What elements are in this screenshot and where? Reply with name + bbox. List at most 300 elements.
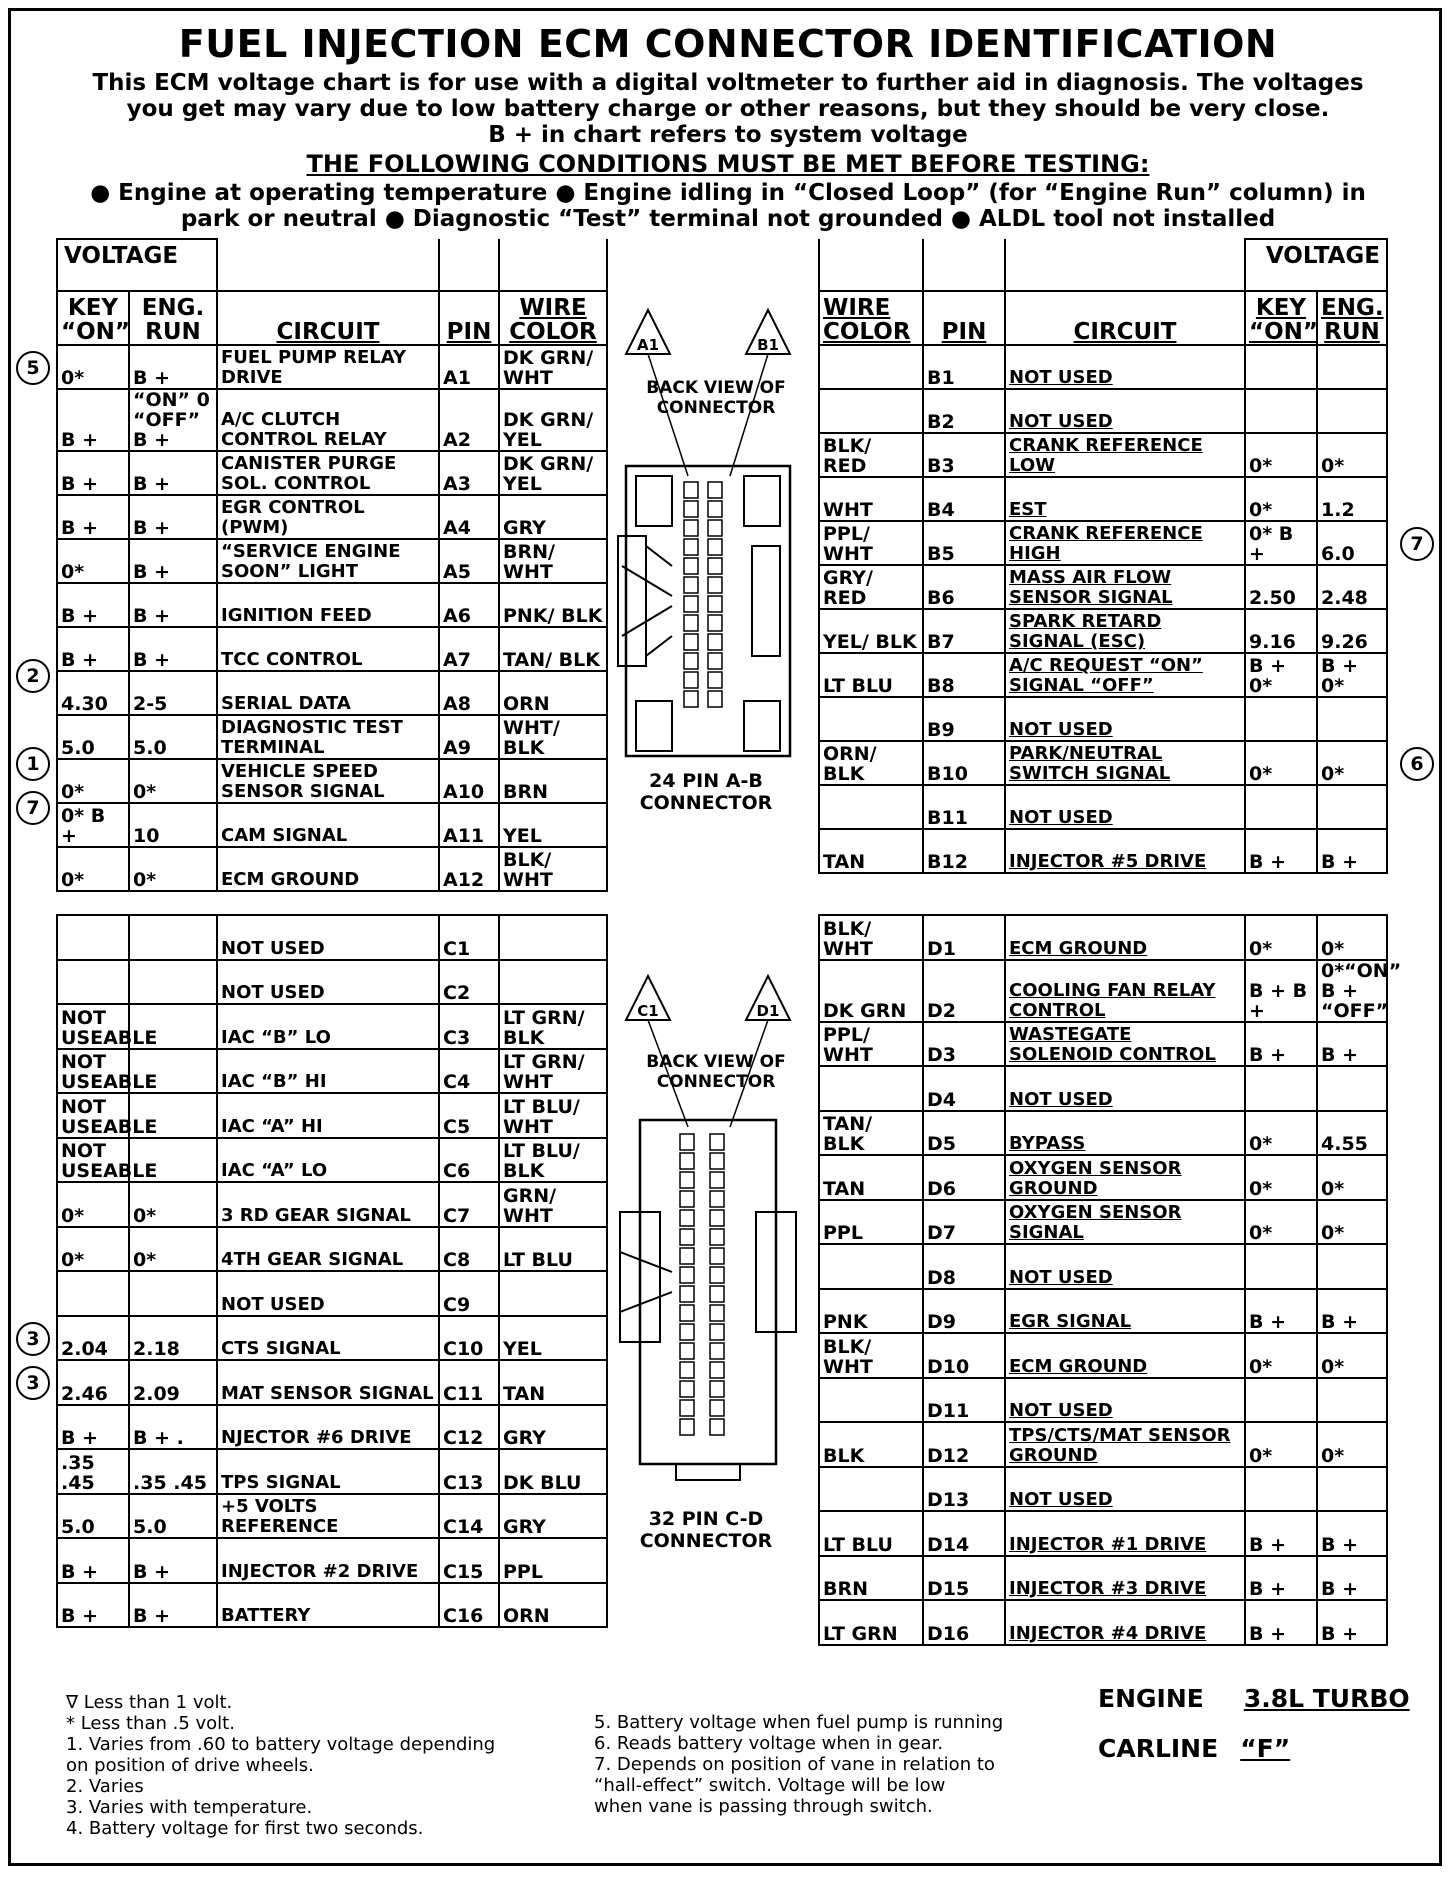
wire-color: GRY/ RED [819, 565, 923, 609]
key-on-value [57, 1271, 129, 1316]
wire-color: LT GRN [819, 1600, 923, 1645]
wire-color: YEL [499, 1316, 607, 1361]
table-row [819, 697, 1387, 741]
circuit-name: CRANK REFERENCE HIGH [1005, 521, 1245, 565]
connector-pin-cavity [708, 558, 722, 574]
connector-pin-cavity [710, 1172, 724, 1188]
table-row [57, 1538, 607, 1583]
table-row [57, 960, 607, 1005]
table-row [57, 1093, 607, 1138]
circuit-name: INJECTOR #5 DRIVE [1005, 829, 1245, 873]
key-on-value: B + [1245, 1289, 1317, 1334]
eng-run-value: 0* [1317, 433, 1387, 477]
connector-pin-cavity [680, 1229, 694, 1245]
key-on-value: B + [57, 1405, 129, 1450]
connector-pin-cavity [708, 520, 722, 536]
connector-pin-cavity [710, 1381, 724, 1397]
pin-id: C5 [439, 1093, 499, 1138]
cd-connector-name: 32 PIN C-D CONNECTOR [639, 1508, 773, 1552]
connector-pin-cavity [680, 1248, 694, 1264]
connector-pin-cavity [680, 1134, 694, 1150]
connector-pin-cavity [708, 615, 722, 631]
conditions-heading: THE FOLLOWING CONDITIONS MUST BE MET BEFORE TESTING: [306, 150, 1150, 178]
carline-line [1098, 1734, 1290, 1763]
table-row [819, 1066, 1387, 1111]
circuit-name: ECM GROUND [217, 847, 439, 891]
key-on-value: 0* [1245, 915, 1317, 960]
eng-run-value: 0* [1317, 1333, 1387, 1378]
pin-id: A8 [439, 671, 499, 715]
eng-run-value: 2-5 [129, 671, 217, 715]
key-on-value: 0* [57, 1182, 129, 1227]
wire-color: BRN [499, 759, 607, 803]
pin-id: D6 [923, 1155, 1005, 1200]
legend-item: on position of drive wheels. [66, 1755, 314, 1776]
connector-pin-cavity [680, 1381, 694, 1397]
table-row [819, 829, 1387, 873]
connector-pin-cavity [684, 596, 698, 612]
connector-pin-cavity [708, 653, 722, 669]
wire-color: LT GRN/ BLK [499, 1004, 607, 1049]
key-on-value [1245, 345, 1317, 389]
table-row [57, 1360, 607, 1405]
pin-id: D2 [923, 960, 1005, 1022]
eng-run-value: .35 .45 [129, 1449, 217, 1494]
pin-id: C10 [439, 1316, 499, 1361]
connector-pin-cavity [680, 1267, 694, 1283]
key-on-value: B + [57, 495, 129, 539]
key-on-value: 9.16 [1245, 609, 1317, 653]
pin-id: C12 [439, 1405, 499, 1450]
circuit-name: NOT USED [1005, 1378, 1245, 1423]
pin-id: A1 [439, 345, 499, 389]
eng-run-value: 0* [1317, 1155, 1387, 1200]
wire-color: LT BLU/ WHT [499, 1093, 607, 1138]
table-row [819, 1022, 1387, 1067]
footnote-marker: 6 [1400, 747, 1434, 781]
circuit-name: BYPASS [1005, 1111, 1245, 1156]
circuit-name: BATTERY [217, 1583, 439, 1628]
wire-color: LT BLU [819, 653, 923, 697]
legend-item: 7. Depends on position of vane in relation to [594, 1754, 995, 1775]
table-row [819, 1111, 1387, 1156]
wire-color: BLK/ RED [819, 433, 923, 477]
conditions-text [60, 180, 1396, 232]
circuit-name: VEHICLE SPEED SENSOR SIGNAL [217, 759, 439, 803]
table-row [57, 759, 607, 803]
connector-pin-cavity [680, 1305, 694, 1321]
pin-id: B6 [923, 565, 1005, 609]
eng-run-value: 9.26 [1317, 609, 1387, 653]
circuit-name: SPARK RETARD SIGNAL (ESC) [1005, 609, 1245, 653]
table-row [819, 1556, 1387, 1601]
eng-run-value [1317, 1244, 1387, 1289]
key-on-value: NOT USEABLE [57, 1004, 129, 1049]
pin-id: C1 [439, 915, 499, 960]
connector-pin-cavity [684, 482, 698, 498]
table-row [57, 1316, 607, 1361]
connector-pin-cavity [708, 501, 722, 517]
wire-color-header: WIRE COLOR [819, 291, 923, 345]
table-row [819, 565, 1387, 609]
d-pins-table [818, 914, 1402, 1646]
key-on-value: B + [57, 389, 129, 451]
eng-run-value: 0* [129, 847, 217, 891]
wire-color [819, 697, 923, 741]
circuit-name: INJECTOR #2 DRIVE [217, 1538, 439, 1583]
eng-run-value: B + [1317, 829, 1387, 873]
pin-id: B11 [923, 785, 1005, 829]
a-pins-table [56, 238, 608, 892]
circuit-name: CRANK REFERENCE LOW [1005, 433, 1245, 477]
circuit-name: NJECTOR #6 DRIVE [217, 1405, 439, 1450]
key-on-value: B + [1245, 1556, 1317, 1601]
connector-pin-cavity [684, 634, 698, 650]
legend-item: when vane is passing through switch. [594, 1796, 933, 1817]
pin-id: B9 [923, 697, 1005, 741]
connector-pin-cavity [684, 501, 698, 517]
key-on-value: 0* [1245, 1155, 1317, 1200]
connector-pin-cavity [684, 615, 698, 631]
intro-line: B + in chart refers to system voltage [488, 122, 968, 148]
intro-line: This ECM voltage chart is for use with a digital voltmeter to further aid in diagnosis. The voltages [92, 70, 1364, 96]
connector-pin-cavity [684, 539, 698, 555]
key-on-value [1245, 1378, 1317, 1423]
eng-run-value: 0* [1317, 741, 1387, 785]
table-row [819, 1422, 1387, 1467]
legend-item: * Less than .5 volt. [66, 1713, 235, 1734]
table-row [57, 1271, 607, 1316]
wire-color [819, 389, 923, 433]
connector-pin-cavity [708, 691, 722, 707]
eng-run-value: “ON” 0 “OFF” B + [129, 389, 217, 451]
header-spacer [439, 239, 499, 291]
wire-color: LT GRN/ WHT [499, 1049, 607, 1094]
key-on-value: NOT USEABLE [57, 1049, 129, 1094]
circuit-name: FUEL PUMP RELAY DRIVE [217, 345, 439, 389]
connector-pin-cavity [708, 577, 722, 593]
eng-run-value: 4.55 [1317, 1111, 1387, 1156]
pin-id: A11 [439, 803, 499, 847]
pin-id: A6 [439, 583, 499, 627]
eng-run-value: B + [1317, 1511, 1387, 1556]
pin-id: C3 [439, 1004, 499, 1049]
wire-color [819, 1066, 923, 1111]
circuit-name: IGNITION FEED [217, 583, 439, 627]
wire-color: BLK/ WHT [819, 1333, 923, 1378]
circuit-header: CIRCUIT [1005, 291, 1245, 345]
connector-pin-cavity [684, 520, 698, 536]
key-on-value: 0* [57, 345, 129, 389]
table-row [819, 1511, 1387, 1556]
key-on-value: 4.30 [57, 671, 129, 715]
connector-pin-cavity [680, 1286, 694, 1302]
circuit-name: NOT USED [217, 960, 439, 1005]
wire-color: ORN [499, 1583, 607, 1628]
key-on-value: B + [57, 451, 129, 495]
circuit-name: IAC “A” HI [217, 1093, 439, 1138]
circuit-name: NOT USED [1005, 697, 1245, 741]
page-title: FUEL INJECTION ECM CONNECTOR IDENTIFICATION [178, 22, 1278, 66]
wire-color: BLK [819, 1422, 923, 1467]
key-on-value: 0* [1245, 433, 1317, 477]
pin-id: D15 [923, 1556, 1005, 1601]
a1-marker: A1 [636, 336, 660, 354]
eng-run-value [129, 915, 217, 960]
connector-pin-cavity [680, 1324, 694, 1340]
wire-color: YEL/ BLK [819, 609, 923, 653]
pin-header: PIN [439, 291, 499, 345]
pin-id: B3 [923, 433, 1005, 477]
wire-color [819, 785, 923, 829]
wire-color: TAN/ BLK [819, 1111, 923, 1156]
circuit-name: INJECTOR #4 DRIVE [1005, 1600, 1245, 1645]
pin-id: C16 [439, 1583, 499, 1628]
eng-run-value: B + [129, 539, 217, 583]
circuit-name: WASTEGATE SOLENOID CONTROL [1005, 1022, 1245, 1067]
key-on-value: .35 .45 [57, 1449, 129, 1494]
connector-pin-cavity [710, 1248, 724, 1264]
table-row [819, 785, 1387, 829]
table-row [819, 1333, 1387, 1378]
key-on-value [1245, 785, 1317, 829]
table-row [57, 583, 607, 627]
connector-pin-cavity [710, 1267, 724, 1283]
connector-pin-cavity [708, 672, 722, 688]
pin-id: A7 [439, 627, 499, 671]
eng-run-value: B + [129, 495, 217, 539]
key-on-value: B + [1245, 829, 1317, 873]
eng-run-value: 0* [129, 1227, 217, 1272]
pin-id: A10 [439, 759, 499, 803]
pin-id: C11 [439, 1360, 499, 1405]
eng-run-value: 0* [1317, 1200, 1387, 1245]
key-on-value: 5.0 [57, 715, 129, 759]
eng-run-value: 0* [129, 759, 217, 803]
wire-color [499, 915, 607, 960]
ab-back-view-label: BACK VIEW OF CONNECTOR [646, 378, 786, 418]
wire-color: TAN/ BLK [499, 627, 607, 671]
connector-pin-cavity [680, 1362, 694, 1378]
circuit-name: CAM SIGNAL [217, 803, 439, 847]
key-on-value: 5.0 [57, 1494, 129, 1539]
footnote-marker: 1 [16, 747, 50, 781]
key-on-value: 0* [57, 847, 129, 891]
connector-pin-cavity [710, 1229, 724, 1245]
circuit-name: DIAGNOSTIC TEST TERMINAL [217, 715, 439, 759]
pin-id: D4 [923, 1066, 1005, 1111]
table-row [57, 1227, 607, 1272]
pin-id: B8 [923, 653, 1005, 697]
circuit-name: IAC “B” LO [217, 1004, 439, 1049]
table-row [819, 960, 1387, 1022]
key-on-value [1245, 389, 1317, 433]
connector-pin-cavity [680, 1343, 694, 1359]
key-on-value: 0* [1245, 1111, 1317, 1156]
connector-pin-cavity [684, 558, 698, 574]
d1-marker: D1 [756, 1002, 780, 1020]
key-on-value: 2.46 [57, 1360, 129, 1405]
wire-color: DK BLU [499, 1449, 607, 1494]
eng-run-value: B + [129, 1538, 217, 1583]
eng-run-value: B + [129, 451, 217, 495]
connector-pin-cavity [708, 482, 722, 498]
condition-line: park or neutral ● Diagnostic “Test” terminal not grounded ● ALDL tool not installed [180, 206, 1276, 232]
wire-color: GRY [499, 1405, 607, 1450]
circuit-name: A/C CLUTCH CONTROL RELAY [217, 389, 439, 451]
circuit-name: NOT USED [1005, 389, 1245, 433]
c1-marker: C1 [637, 1002, 659, 1020]
key-on-value [1245, 1467, 1317, 1512]
wire-color: YEL [499, 803, 607, 847]
wire-color: BRN/ WHT [499, 539, 607, 583]
table-row [57, 451, 607, 495]
eng-run-value: 0* [1317, 915, 1387, 960]
key-on-value: B + [1245, 1511, 1317, 1556]
carline-value: “F” [1240, 1734, 1291, 1763]
table-row [819, 1289, 1387, 1334]
pin-id: C15 [439, 1538, 499, 1583]
pin-id: D7 [923, 1200, 1005, 1245]
pin-id: A2 [439, 389, 499, 451]
footnote-marker: 3 [16, 1366, 50, 1400]
footnote-marker: 5 [16, 351, 50, 385]
key-on-value: B + [1245, 1600, 1317, 1645]
eng-run-value: 2.18 [129, 1316, 217, 1361]
table-row [57, 1449, 607, 1494]
wire-color: GRY [499, 1494, 607, 1539]
circuit-name: MAT SENSOR SIGNAL [217, 1360, 439, 1405]
connector-pin-cavity [710, 1134, 724, 1150]
pin-id: C7 [439, 1182, 499, 1227]
key-on-value: 0* [57, 539, 129, 583]
pin-id: C4 [439, 1049, 499, 1094]
eng-run-value [1317, 1378, 1387, 1423]
engine-line [1098, 1684, 1410, 1713]
eng-run-value [1317, 389, 1387, 433]
connector-pin-cavity [684, 653, 698, 669]
connector-pin-cavity [710, 1286, 724, 1302]
circuit-name: NOT USED [217, 1271, 439, 1316]
pin-id: C13 [439, 1449, 499, 1494]
circuit-name: “SERVICE ENGINE SOON” LIGHT [217, 539, 439, 583]
key-on-value: B + 0* [1245, 653, 1317, 697]
eng-run-value [1317, 345, 1387, 389]
table-row [57, 715, 607, 759]
wire-color: GRN/ WHT [499, 1182, 607, 1227]
eng-run-value: B + [129, 1583, 217, 1628]
intro-line: you get may vary due to low battery charge or other reasons, but they should be very close. [126, 96, 1330, 122]
intro-text [80, 70, 1376, 148]
key-on-value [1245, 697, 1317, 741]
eng-run-value: B + . [129, 1405, 217, 1450]
table-row [819, 1600, 1387, 1645]
pin-id: D1 [923, 915, 1005, 960]
connector-pin-cavity [680, 1210, 694, 1226]
wire-color: GRY [499, 495, 607, 539]
pin-id: D9 [923, 1289, 1005, 1334]
pin-id: A5 [439, 539, 499, 583]
legend-right [594, 1712, 1003, 1817]
ab-connector-diagram [618, 306, 808, 776]
key-on-value [57, 915, 129, 960]
circuit-name: CANISTER PURGE SOL. CONTROL [217, 451, 439, 495]
connector-pin-cavity [710, 1153, 724, 1169]
wire-color: DK GRN/ WHT [499, 345, 607, 389]
legend-item: 1. Varies from .60 to battery voltage depending [66, 1734, 496, 1755]
cd-back-view-label: BACK VIEW OF CONNECTOR [646, 1052, 786, 1092]
footnote-marker: 7 [1400, 527, 1434, 561]
circuit-name: TCC CONTROL [217, 627, 439, 671]
pin-id: D10 [923, 1333, 1005, 1378]
pin-header: PIN [923, 291, 1005, 345]
table-row [57, 627, 607, 671]
pin-id: A12 [439, 847, 499, 891]
key-on-value: 0* [57, 759, 129, 803]
circuit-name: NOT USED [1005, 785, 1245, 829]
connector-pin-cavity [708, 634, 722, 650]
wire-color: BLK/ WHT [499, 847, 607, 891]
pin-id: D13 [923, 1467, 1005, 1512]
eng-run-value: 5.0 [129, 715, 217, 759]
eng-run-value: 0* [1317, 1422, 1387, 1467]
circuit-name: NOT USED [1005, 345, 1245, 389]
eng-run-value [1317, 785, 1387, 829]
eng-run-value: B + [129, 627, 217, 671]
circuit-name: 3 RD GEAR SIGNAL [217, 1182, 439, 1227]
circuit-name: EGR SIGNAL [1005, 1289, 1245, 1334]
circuit-name: IAC “B” HI [217, 1049, 439, 1094]
key-on-value: NOT USEABLE [57, 1093, 129, 1138]
connector-pin-cavity [684, 672, 698, 688]
pin-id: A3 [439, 451, 499, 495]
connector-pin-cavity [710, 1419, 724, 1435]
eng-run-value: 0*“ON” B + “OFF” [1317, 960, 1387, 1022]
connector-pin-cavity [680, 1419, 694, 1435]
circuit-name: PARK/NEUTRAL SWITCH SIGNAL [1005, 741, 1245, 785]
key-on-value: B + [57, 1583, 129, 1628]
key-on-value [1245, 1066, 1317, 1111]
key-on-value: 0* B + [57, 803, 129, 847]
table-row [57, 1004, 607, 1049]
table-row [57, 1182, 607, 1227]
table-row [57, 847, 607, 891]
circuit-name: INJECTOR #1 DRIVE [1005, 1511, 1245, 1556]
pin-id: D16 [923, 1600, 1005, 1645]
table-row [819, 609, 1387, 653]
table-row [819, 653, 1387, 697]
wire-color [819, 1467, 923, 1512]
connector-pin-cavity [680, 1153, 694, 1169]
circuit-name: TPS SIGNAL [217, 1449, 439, 1494]
key-on-value [57, 960, 129, 1005]
circuit-name: CTS SIGNAL [217, 1316, 439, 1361]
condition-line: ● Engine at operating temperature ● Engine idling in “Closed Loop” (for “Engine Run” column) in [90, 180, 1366, 206]
eng-run-value: B + [1317, 1022, 1387, 1067]
table-row [57, 1405, 607, 1450]
pin-id: C14 [439, 1494, 499, 1539]
wire-color: PNK [819, 1289, 923, 1334]
circuit-name: MASS AIR FLOW SENSOR SIGNAL [1005, 565, 1245, 609]
pin-id: C6 [439, 1138, 499, 1183]
key-on-value: 0* [1245, 1200, 1317, 1245]
footnote-marker: 2 [16, 659, 50, 693]
legend-item: 6. Reads battery voltage when in gear. [594, 1733, 944, 1754]
circuit-name: INJECTOR #3 DRIVE [1005, 1556, 1245, 1601]
table-row [57, 389, 607, 451]
table-row [57, 1049, 607, 1094]
wire-color: PNK/ BLK [499, 583, 607, 627]
